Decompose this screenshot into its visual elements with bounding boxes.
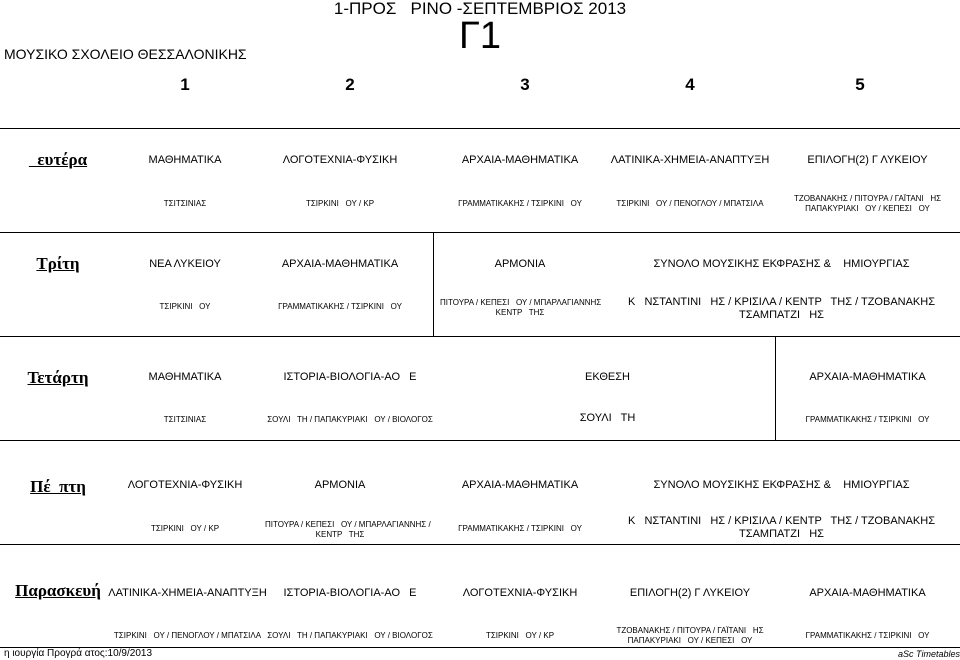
- generator-brand: aSc Timetables: [898, 649, 960, 659]
- timetable-grid: [0, 128, 960, 648]
- lesson-subject: ΛΟΓΟΤΕΧΝΙΑ-ΦΥΣΙΚΗ: [127, 479, 243, 491]
- timetable-title: 1-ΠΡΟΣ ΡΙΝΟ -ΣΕΠΤΕΜΒΡΙΟΣ 2013: [333, 0, 627, 18]
- lesson-teacher: ΚΕΝΤΡ ΤΗΣ: [315, 530, 365, 539]
- lesson-teacher: ΤΣΙΡΚΙΝΙ ΟΥ / ΚΡ: [150, 524, 220, 533]
- lesson-teacher: ΤΣΙΡΚΙΝΙ ΟΥ / ΚΡ: [485, 631, 555, 640]
- lesson-subject: ΑΡΧΑΙΑ-ΜΑΘΗΜΑΤΙΚΑ: [809, 371, 926, 383]
- lesson-teacher: ΤΖΟΒΑΝΑΚΗΣ / ΠΙΤΟΥΡΑ / ΓΑΪΤΑΝΙ ΗΣ: [793, 194, 942, 203]
- lesson-subject: ΙΣΤΟΡΙΑ-ΒΙΟΛΟΓΙΑ-ΑΟ Ε: [283, 587, 417, 599]
- lesson-subject: ΑΡΜΟΝΙΑ: [314, 479, 366, 491]
- row-divider: [0, 128, 960, 129]
- lesson-teacher: ΓΡΑΜΜΑΤΙΚΑΚΗΣ / ΤΣΙΡΚΙΝΙ ΟΥ: [278, 302, 402, 311]
- lesson-subject: ΑΡΧΑΙΑ-ΜΑΘΗΜΑΤΙΚΑ: [281, 258, 399, 270]
- lesson-subject: ΑΡΧΑΙΑ-ΜΑΘΗΜΑΤΙΚΑ: [461, 154, 579, 166]
- lesson-subject: ΣΥΝΟΛΟ ΜΟΥΣΙΚΗΣ ΕΚΦΡΑΣΗΣ & ΗΜΙΟΥΡΓΙΑΣ: [653, 258, 910, 270]
- lesson-subject: ΑΡΧΑΙΑ-ΜΑΘΗΜΑΤΙΚΑ: [461, 479, 579, 491]
- lesson-teacher: ΠΑΠΑΚΥΡΙΑΚΙ ΟΥ / ΚΕΠΕΣΙ ΟΥ: [627, 636, 753, 645]
- day-label-thursday: Πέ πτη: [30, 477, 86, 496]
- row-divider: [0, 336, 960, 337]
- lesson-teacher: ΓΡΑΜΜΑΤΙΚΑΚΗΣ / ΤΣΙΡΚΙΝΙ ΟΥ: [458, 199, 582, 208]
- creation-date: η ιουργία Προγρά ατος:10/9/2013: [4, 648, 153, 659]
- lesson-subject: ΣΥΝΟΛΟ ΜΟΥΣΙΚΗΣ ΕΚΦΡΑΣΗΣ & ΗΜΙΟΥΡΓΙΑΣ: [653, 479, 910, 491]
- lesson-teacher: ΤΣΙΡΚΙΝΙ ΟΥ / ΚΡ: [305, 199, 375, 208]
- lesson-teacher: Κ ΝΣΤΑΝΤΙΝΙ ΗΣ / ΚΡΙΣΙΛΑ / ΚΕΝΤΡ ΤΗΣ / ΤΖΟΒΑΝΑΚΗΣ: [627, 515, 936, 527]
- lesson-teacher: ΠΑΠΑΚΥΡΙΑΚΙ ΟΥ / ΚΕΠΕΣΙ ΟΥ: [805, 204, 930, 213]
- row-divider: [0, 440, 960, 441]
- lesson-subject: ΛΟΓΟΤΕΧΝΙΑ-ΦΥΣΙΚΗ: [282, 154, 398, 166]
- lesson-teacher: ΓΡΑΜΜΑΤΙΚΑΚΗΣ / ΤΣΙΡΚΙΝΙ ΟΥ: [805, 631, 930, 640]
- period-header-3: 3: [520, 75, 530, 94]
- lesson-subject: ΛΑΤΙΝΙΚΑ-ΧΗΜΕΙΑ-ΑΝΑΠΤΥΞΗ: [610, 154, 770, 166]
- lesson-teacher: Κ ΝΣΤΑΝΤΙΝΙ ΗΣ / ΚΡΙΣΙΛΑ / ΚΕΝΤΡ ΤΗΣ / ΤΖΟΒΑΝΑΚΗΣ: [627, 296, 936, 308]
- lesson-teacher: ΤΣΑΜΠΑΤΖΙ ΗΣ: [739, 309, 824, 321]
- lesson-teacher: ΤΖΟΒΑΝΑΚΗΣ / ΠΙΤΟΥΡΑ / ΓΑΪΤΑΝΙ ΗΣ: [616, 626, 764, 635]
- lesson-subject: ΕΠΙΛΟΓΗ(2) Γ ΛΥΚΕΙΟΥ: [807, 154, 928, 166]
- period-header-5: 5: [855, 75, 865, 94]
- cell-divider: [433, 232, 434, 336]
- lesson-subject: ΛΟΓΟΤΕΧΝΙΑ-ΦΥΣΙΚΗ: [462, 587, 578, 599]
- lesson-subject: ΙΣΤΟΡΙΑ-ΒΙΟΛΟΓΙΑ-ΑΟ Ε: [283, 371, 417, 383]
- class-name: Γ1: [458, 15, 502, 57]
- lesson-teacher: ΣΟΥΛΙ ΤΗ / ΠΑΠΑΚΥΡΙΑΚΙ ΟΥ / ΒΙΟΛΟΓΟΣ: [267, 631, 433, 640]
- lesson-subject: ΑΡΧΑΙΑ-ΜΑΘΗΜΑΤΙΚΑ: [809, 587, 926, 599]
- lesson-teacher: ΤΣΙΡΚΙΝΙ ΟΥ / ΠΕΝΟΓΛΟΥ / ΜΠΑΤΣΙΛΑ: [113, 631, 262, 640]
- lesson-subject: ΜΑΘΗΜΑΤΙΚΑ: [148, 154, 222, 166]
- lesson-teacher: ΣΟΥΛΙ ΤΗ: [579, 412, 636, 424]
- day-label-monday: ευτέρα: [28, 150, 88, 169]
- lesson-teacher: ΓΡΑΜΜΑΤΙΚΑΚΗΣ / ΤΣΙΡΚΙΝΙ ΟΥ: [458, 524, 582, 533]
- school-name: ΜΟΥΣΙΚΟ ΣΧΟΛΕΙΟ ΘΕΣΣΑΛΟΝΙΚΗΣ: [4, 46, 247, 62]
- lesson-subject: ΝΕΑ ΛΥΚΕΙΟΥ: [149, 258, 221, 270]
- lesson-subject: ΕΚΘΕΣΗ: [585, 371, 630, 383]
- period-header-4: 4: [685, 75, 695, 94]
- lesson-teacher: ΚΕΝΤΡ ΤΗΣ: [495, 308, 545, 317]
- lesson-teacher: ΓΡΑΜΜΑΤΙΚΑΚΗΣ / ΤΣΙΡΚΙΝΙ ΟΥ: [805, 415, 930, 424]
- period-header-2: 2: [345, 75, 355, 94]
- lesson-teacher: ΠΙΤΟΥΡΑ / ΚΕΠΕΣΙ ΟΥ / ΜΠΑΡΛΑΓΙΑΝΝΗΣ /: [265, 520, 431, 529]
- day-label-wednesday: Τετάρτη: [27, 368, 89, 387]
- row-divider: [0, 232, 960, 233]
- lesson-teacher: ΤΣΙΡΚΙΝΙ ΟΥ / ΠΕΝΟΓΛΟΥ / ΜΠΑΤΣΙΛΑ: [616, 199, 764, 208]
- lesson-teacher: ΤΣΙΤΣΙΝΙΑΣ: [163, 415, 207, 424]
- row-divider: [0, 544, 960, 545]
- lesson-subject: ΛΑΤΙΝΙΚΑ-ΧΗΜΕΙΑ-ΑΝΑΠΤΥΞΗ: [108, 587, 267, 599]
- lesson-subject: ΜΑΘΗΜΑΤΙΚΑ: [148, 371, 222, 383]
- day-label-tuesday: Τρίτη: [36, 254, 80, 273]
- lesson-subject: ΕΠΙΛΟΓΗ(2) Γ ΛΥΚΕΙΟΥ: [629, 587, 751, 599]
- lesson-teacher: ΤΣΙΤΣΙΝΙΑΣ: [163, 199, 207, 208]
- period-header-1: 1: [180, 75, 190, 94]
- lesson-teacher: ΠΙΤΟΥΡΑ / ΚΕΠΕΣΙ ΟΥ / ΜΠΑΡΛΑΓΙΑΝΝΗΣ: [440, 298, 602, 307]
- lesson-teacher: ΣΟΥΛΙ ΤΗ / ΠΑΠΑΚΥΡΙΑΚΙ ΟΥ / ΒΙΟΛΟΓΟΣ: [267, 415, 433, 424]
- lesson-teacher: ΤΣΙΡΚΙΝΙ ΟΥ: [159, 302, 211, 311]
- lesson-subject: ΑΡΜΟΝΙΑ: [494, 258, 546, 270]
- day-label-friday: Παρασκευή: [15, 581, 101, 600]
- lesson-teacher: ΤΣΑΜΠΑΤΖΙ ΗΣ: [739, 528, 824, 540]
